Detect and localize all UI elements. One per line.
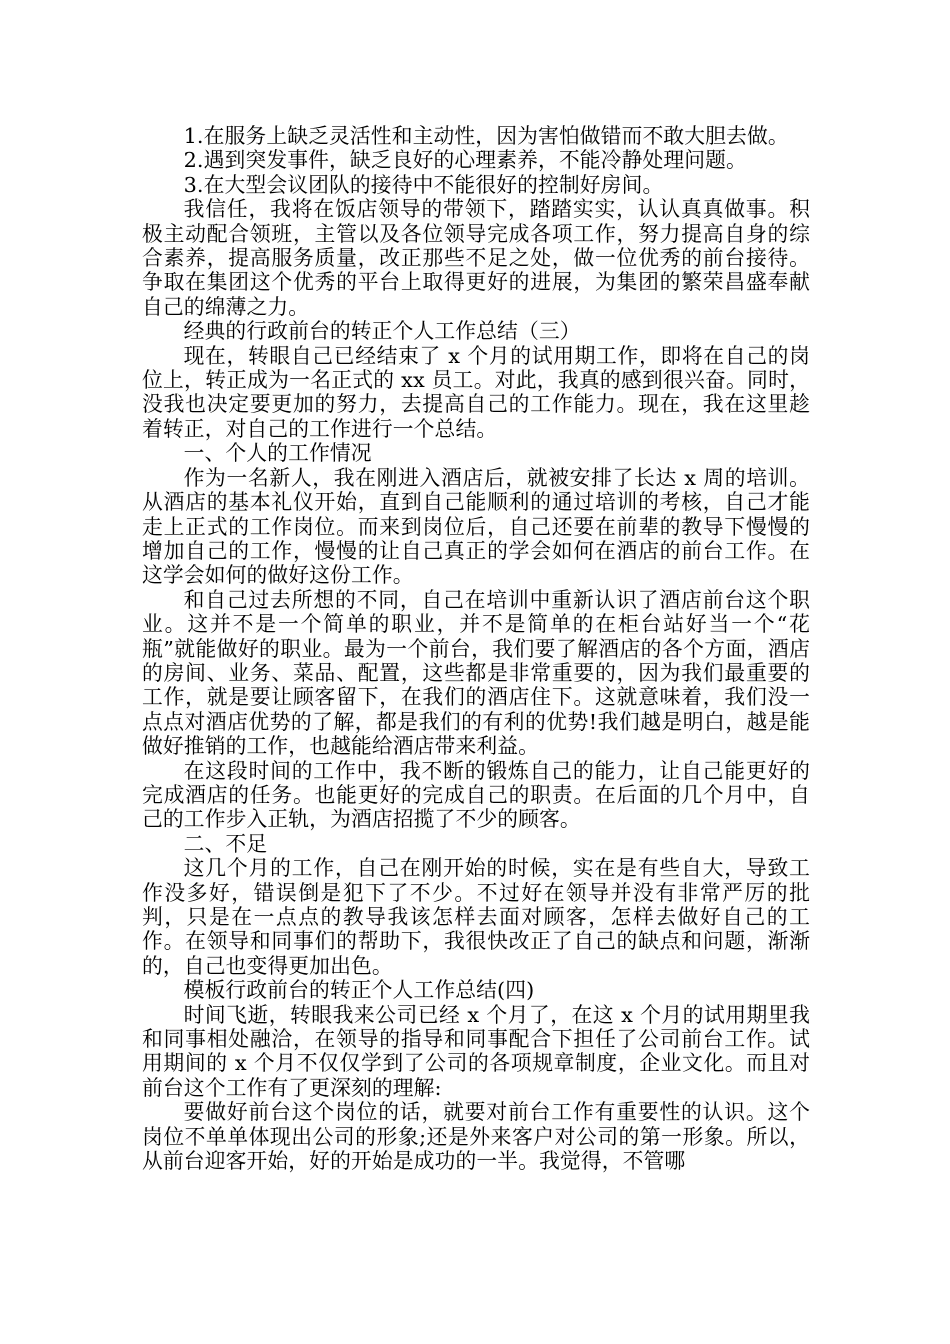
paragraph-2: 2.遇到突发事件，缺乏良好的心理素养，不能冷静处理问题。	[183, 148, 747, 173]
paragraph-4: 我信任，我将在饭店领导的带领下，踏踏实实，认认真真做事。积极主动配合领班，主管以及各位领导完成各项工作，努力提高自身的综合素养，提高服务质量，改正那些不足之处，做一位优秀的前台接待。争取在集团这个优秀的平台上取得更好的进展，为集团的繁荣昌盛奉献自己的绵薄之力。	[142, 197, 810, 319]
paragraph-10: 时间飞逝，转眼我来公司已经 x 个月了，在这 x 个月的试用期里我和同事相处融洽，在领导的指导和同事配合下担任了公司前台工作。试用期间的 x 个月不仅仅学到了公司的各项规章制度，企业文化。而且对前台这个工作有了更深刻的理解:	[142, 1002, 810, 1100]
paragraph-6: 作为一名新人，我在刚进入酒店后，就被安排了长达 x 周的培训。从酒店的基本礼仪开始，直到自己能顺利的通过培训的考核，自己才能走上正式的工作岗位。而来到岗位后，自己还要在前辈的教导下慢慢的增加自己的工作，慢慢的让自己真正的学会如何在酒店的前台工作。在这学会如何的做好这份工作。	[142, 465, 810, 588]
paragraph-8: 在这段时间的工作中，我不断的锻炼自己的能力，让自己能更好的完成酒店的任务。也能更好的完成自己的职责。在后面的几个月中，自己的工作步入正轨，为酒店招揽了不少的顾客。	[142, 758, 810, 832]
paragraph-7: 和自己过去所想的不同，自己在培训中重新认识了酒店前台这个职业。这并不是一个简单的职业，并不是简单的在柜台站好当一个“花瓶”就能做好的职业。最为一个前台，我们要了解酒店的各个方面，酒店的房间、业务、菜品、配置，这些都是非常重要的，因为我们最重要的工作，就是要让顾客留下，在我们的酒店住下。这就意味着，我们没一点点对酒店优势的了解，都是我们的有利的优势!我们越是明白，越是能做好推销的工作，也越能给酒店带来利益。	[142, 587, 810, 759]
document-body	[142, 124, 810, 1173]
subheading-work-situation: 一、个人的工作情况	[183, 441, 372, 466]
paragraph-9: 这几个月的工作，自己在刚开始的时候，实在是有些自大，导致工作没多好，错误倒是犯下了不少。不过好在领导并没有非常严厉的批判，只是在一点点的教导我该怎样去面对顾客，怎样去做好自己的工作。在领导和同事们的帮助下，我很快改正了自己的缺点和问题，渐渐的，自己也变得更加出色。	[142, 856, 810, 978]
paragraph-5: 现在，转眼自己已经结束了 x 个月的试用期工作，即将在自己的岗位上，转正成为一名正式的 xx 员工。对此，我真的感到很兴奋。同时，没我也决定要更加的努力，去提高自己的工作能力。现在，我在这里趁着转正，对自己的工作进行一个总结。	[142, 343, 810, 441]
section-heading-3: 经典的行政前台的转正个人工作总结（三）	[183, 319, 581, 344]
paragraph-11: 要做好前台这个岗位的话，就要对前台工作有重要性的认识。这个岗位不单单体现出公司的形象;还是外来客户对公司的第一形象。所以，从前台迎客开始，好的开始是成功的一半。我觉得，不管哪	[142, 1100, 810, 1174]
paragraph-1: 1.在服务上缺乏灵活性和主动性，因为害怕做错而不敢大胆去做。	[183, 124, 789, 148]
paragraph-3: 3.在大型会议团队的接待中不能很好的控制好房间。	[183, 172, 664, 197]
subheading-shortcomings: 二、不足	[183, 831, 268, 856]
section-heading-4: 模板行政前台的转正个人工作总结(四)	[183, 978, 535, 1003]
